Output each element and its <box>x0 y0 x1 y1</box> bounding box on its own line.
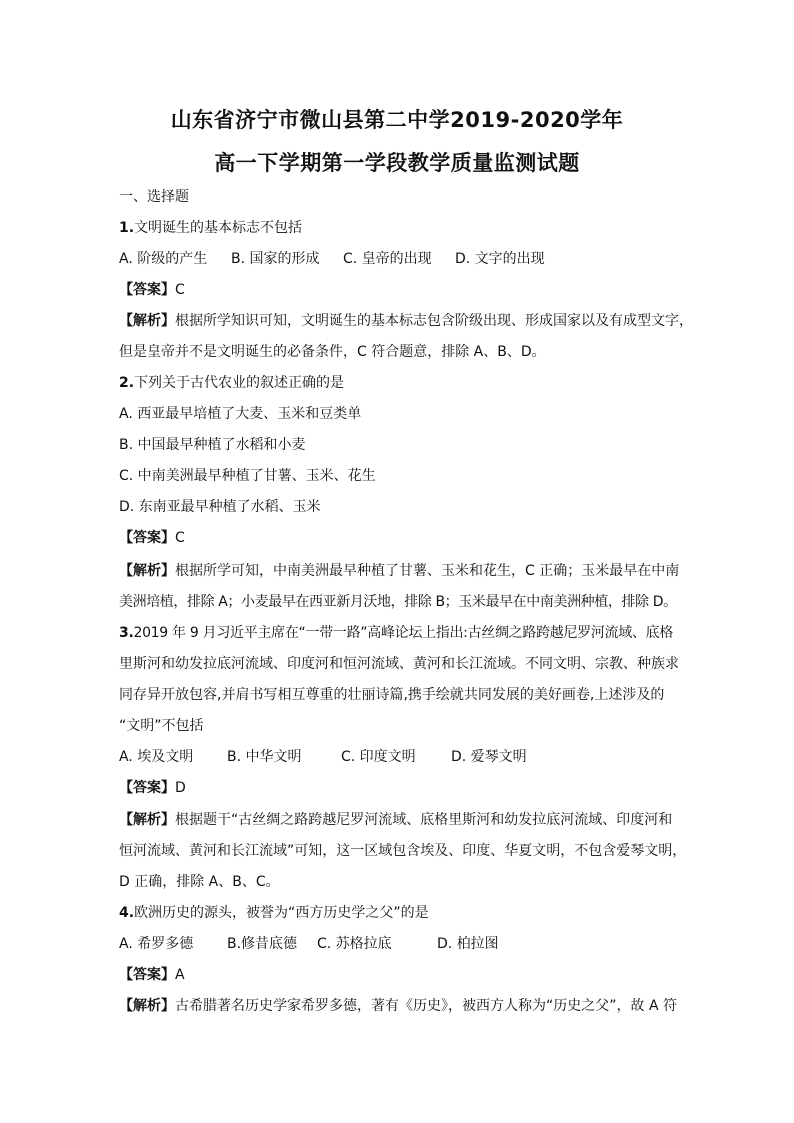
analysis-line <box>119 311 693 331</box>
question-text: 下列关于古代农业的叙述正确的是 <box>134 375 345 391</box>
analysis-line: D 正确，排除 A、B、C。 <box>119 874 280 890</box>
question-3-stem <box>119 623 679 643</box>
option-b: B. 中华文明 <box>227 749 302 765</box>
question-number: 2. <box>119 375 135 391</box>
question-1-stem <box>119 218 679 238</box>
option-b: B. 国家的形成 <box>231 251 320 267</box>
answer-line <box>119 528 679 548</box>
analysis-line: 恒河流域、黄河和长江流域”可知，这一区域包含埃及、印度、华夏文明，不包含爱琴文明， <box>119 843 687 859</box>
answer-label: 【答案】 <box>119 282 175 298</box>
document-title-line2: 高一下学期第一学段教学质量监测试题 <box>214 151 580 175</box>
answer-value: A <box>175 967 185 983</box>
option-d: D. 东南亚最早种植了水稻、玉米 <box>119 499 321 515</box>
answer-value: D <box>175 780 186 796</box>
option-a: A. 埃及文明 <box>119 749 194 765</box>
document-title-line1: 山东省济宁市微山县第二中学2019-2020学年 <box>170 108 624 132</box>
answer-value: C <box>175 530 185 546</box>
analysis-text: 古希腊著名历史学家希罗多德，著有《历史》，被西方人称为“历史之父”，故 A 符 <box>175 998 677 1014</box>
analysis-line: 美洲培植，排除 A；小麦最早在西亚新月沃地，排除 B；玉米最早在中南美洲种植，排除 D。 <box>119 594 677 610</box>
question-4-options <box>119 934 679 954</box>
analysis-text: 根据所学可知，中南美洲最早种植了甘薯、玉米和花生，C 正确；玉米最早在中南 <box>175 563 680 579</box>
question-text: 里斯河和幼发拉底河流域、印度河和恒河流域、黄河和长江流域。不同文明、宗教、种族求 <box>119 656 679 672</box>
question-text: 同存异开放包容,并肩书写相互尊重的壮丽诗篇,携手绘就共同发展的美好画卷,上述涉及的 <box>119 687 665 703</box>
question-number: 3. <box>119 625 134 641</box>
analysis-label: 【解析】 <box>119 563 175 579</box>
option-c: C. 中南美洲最早种植了甘薯、玉米、花生 <box>119 468 376 484</box>
option-a: A. 西亚最早培植了大麦、玉米和豆类单 <box>119 406 362 422</box>
option-a: A. 阶级的产生 <box>119 251 208 267</box>
question-2-stem <box>119 373 679 393</box>
analysis-line: 但是皇帝并不是文明诞生的必备条件，C 符合题意，排除 A、B、D。 <box>119 344 546 360</box>
analysis-label: 【解析】 <box>119 313 175 329</box>
analysis-line <box>119 996 679 1016</box>
question-4-stem <box>119 903 679 923</box>
question-text: “文明”不包括 <box>119 718 204 734</box>
option-c: C. 苏格拉底 <box>317 936 392 952</box>
analysis-label: 【解析】 <box>119 998 175 1014</box>
answer-line <box>119 280 679 300</box>
option-b: B.修昔底德 <box>227 936 298 952</box>
analysis-label: 【解析】 <box>119 812 175 828</box>
question-number: 1. <box>119 220 135 236</box>
question-text: 2019 年 9 月习近平主席在“一带一路”高峰论坛上指出:古丝绸之路跨越尼罗河流域、底格 <box>133 625 674 641</box>
analysis-text: 根据题干“古丝绸之路跨越尼罗河流域、底格里斯河和幼发拉底河流域、印度河和 <box>175 812 673 828</box>
question-number: 4. <box>119 905 135 921</box>
option-c: C. 印度文明 <box>341 749 416 765</box>
option-d: D. 爱琴文明 <box>451 749 527 765</box>
answer-label: 【答案】 <box>119 967 175 983</box>
answer-value: C <box>175 282 185 298</box>
option-b: B. 中国最早种植了水稻和小麦 <box>119 437 306 453</box>
question-text: 欧洲历史的源头，被誉为“西方历史学之父”的是 <box>134 905 429 921</box>
question-1-options <box>119 249 679 269</box>
answer-line <box>119 965 679 985</box>
option-d: D. 柏拉图 <box>437 936 499 952</box>
answer-label: 【答案】 <box>119 780 175 796</box>
option-a: A. 希罗多德 <box>119 936 194 952</box>
section-heading: 一、选择题 <box>119 189 189 205</box>
analysis-line <box>119 561 679 581</box>
question-text: 文明诞生的基本标志不包括 <box>134 220 303 236</box>
analysis-text: 根据所学知识可知，文明诞生的基本标志包含阶级出现、形成国家以及有成型文字， <box>175 313 693 329</box>
answer-line <box>119 778 679 798</box>
answer-label: 【答案】 <box>119 530 175 546</box>
option-c: C. 皇帝的出现 <box>343 251 432 267</box>
analysis-line <box>119 810 679 830</box>
question-3-options <box>119 747 679 767</box>
option-d: D. 文字的出现 <box>455 251 545 267</box>
